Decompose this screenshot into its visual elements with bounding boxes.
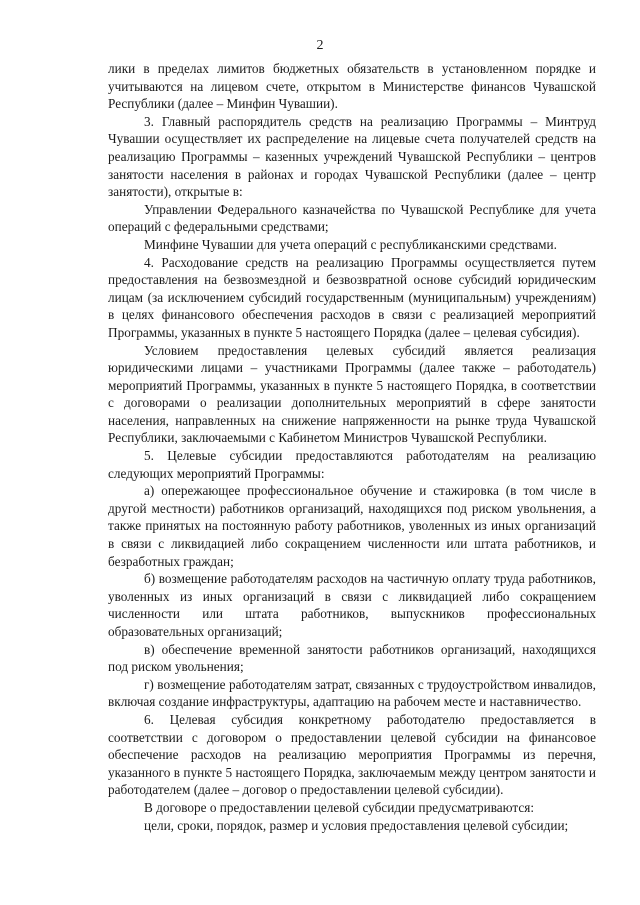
paragraph-item-5: 5. Целевые субсидии предоставляются работодателям на реализацию следующих мероприятий Программы:	[108, 448, 596, 481]
paragraph-item-6: 6. Целевая субсидия конкретному работодателю предоставляется в соответствии с договором о предоставлении целевой субсидии на финансовое обеспечение расходов на реализацию мероприятия Программы из перечня, указанного в пункте 5 настоящего Порядка, заключаемым между центром занятости и работодателем (далее – договор о предоставлении целевой субсидии).	[108, 711, 596, 798]
page-number: 2	[316, 38, 324, 53]
document-body	[108, 60, 596, 834]
paragraph-item-5b: б) возмещение работодателям расходов на частичную оплату труда работников, уволенных из иных организаций в связи с ликвидацией либо сокращением численности или штата работников, выпускников профессиональных образовательных организаций;	[108, 571, 596, 639]
paragraph-item-5a: а) опережающее профессиональное обучение и стажировка (в том числе в другой местности) работников организаций, находящихся под риском увольнения, а также принятых на постоянную работу работников, уволенных из иных организаций в связи с ликвидацией либо сокращением численности или штата работников, и безработных граждан;	[108, 483, 596, 569]
paragraph-continuation: лики в пределах лимитов бюджетных обязательств в установленном порядке и учитываются на лицевом счете, открытом в Министерстве финансов Чувашской Республики (далее – Минфин Чувашии).	[108, 61, 596, 112]
paragraph-item-5v: в) обеспечение временной занятости работников организаций, находящихся под риском увольнения;	[108, 641, 596, 675]
paragraph-minfin: Минфине Чувашии для учета операций с республиканскими средствами.	[144, 236, 557, 252]
paragraph-contract-goals: цели, сроки, порядок, размер и условия предоставления целевой субсидии;	[144, 817, 569, 833]
paragraph-contract-terms: В договоре о предоставлении целевой субсидии предусматриваются:	[144, 799, 535, 815]
paragraph-treasury: Управлении Федерального казначейства по Чувашской Республике для учета операций с федеральными средствами;	[108, 201, 596, 235]
paragraph-item-5g: г) возмещение работодателям затрат, связанных с трудоустройством инвалидов, включая создание инфраструктуры, адаптацию на рабочем месте и наставничество.	[108, 676, 596, 710]
paragraph-item-4: 4. Расходование средств на реализацию Программы осуществляется путем предоставления на безвозмездной и безвозвратной основе субсидий юридическим лицам (за исключением субсидий государственным (муниципальным) учреждениям) в целях финансового обеспечения расходов в связи с реализацией мероприятий Программы, указанных в пункте 5 настоящего Порядка (далее – целевая субсидия).	[108, 254, 596, 340]
paragraph-item-3: 3. Главный распорядитель средств на реализацию Программы – Минтруд Чувашии осуществляет их распределение на лицевые счета получателей средств на реализацию Программы – казенных учреждений Чувашской Республики – центров занятости населения в районах и городах Чувашской Республики (далее – центр занятости), открытые в:	[108, 113, 596, 200]
paragraph-condition: Условием предоставления целевых субсидий является реализация юридическими лицами – участниками Программы (далее также – работодатель) мероприятий Программы, указанных в пункте 5 настоящего Порядка, в соответствии с договорами о реализации дополнительных мероприятий в сфере занятости населения, направленных на снижение напряженности на рынке труда Чувашской Республики, заключаемыми с Кабинетом Министров Чувашской Республики.	[108, 342, 596, 446]
